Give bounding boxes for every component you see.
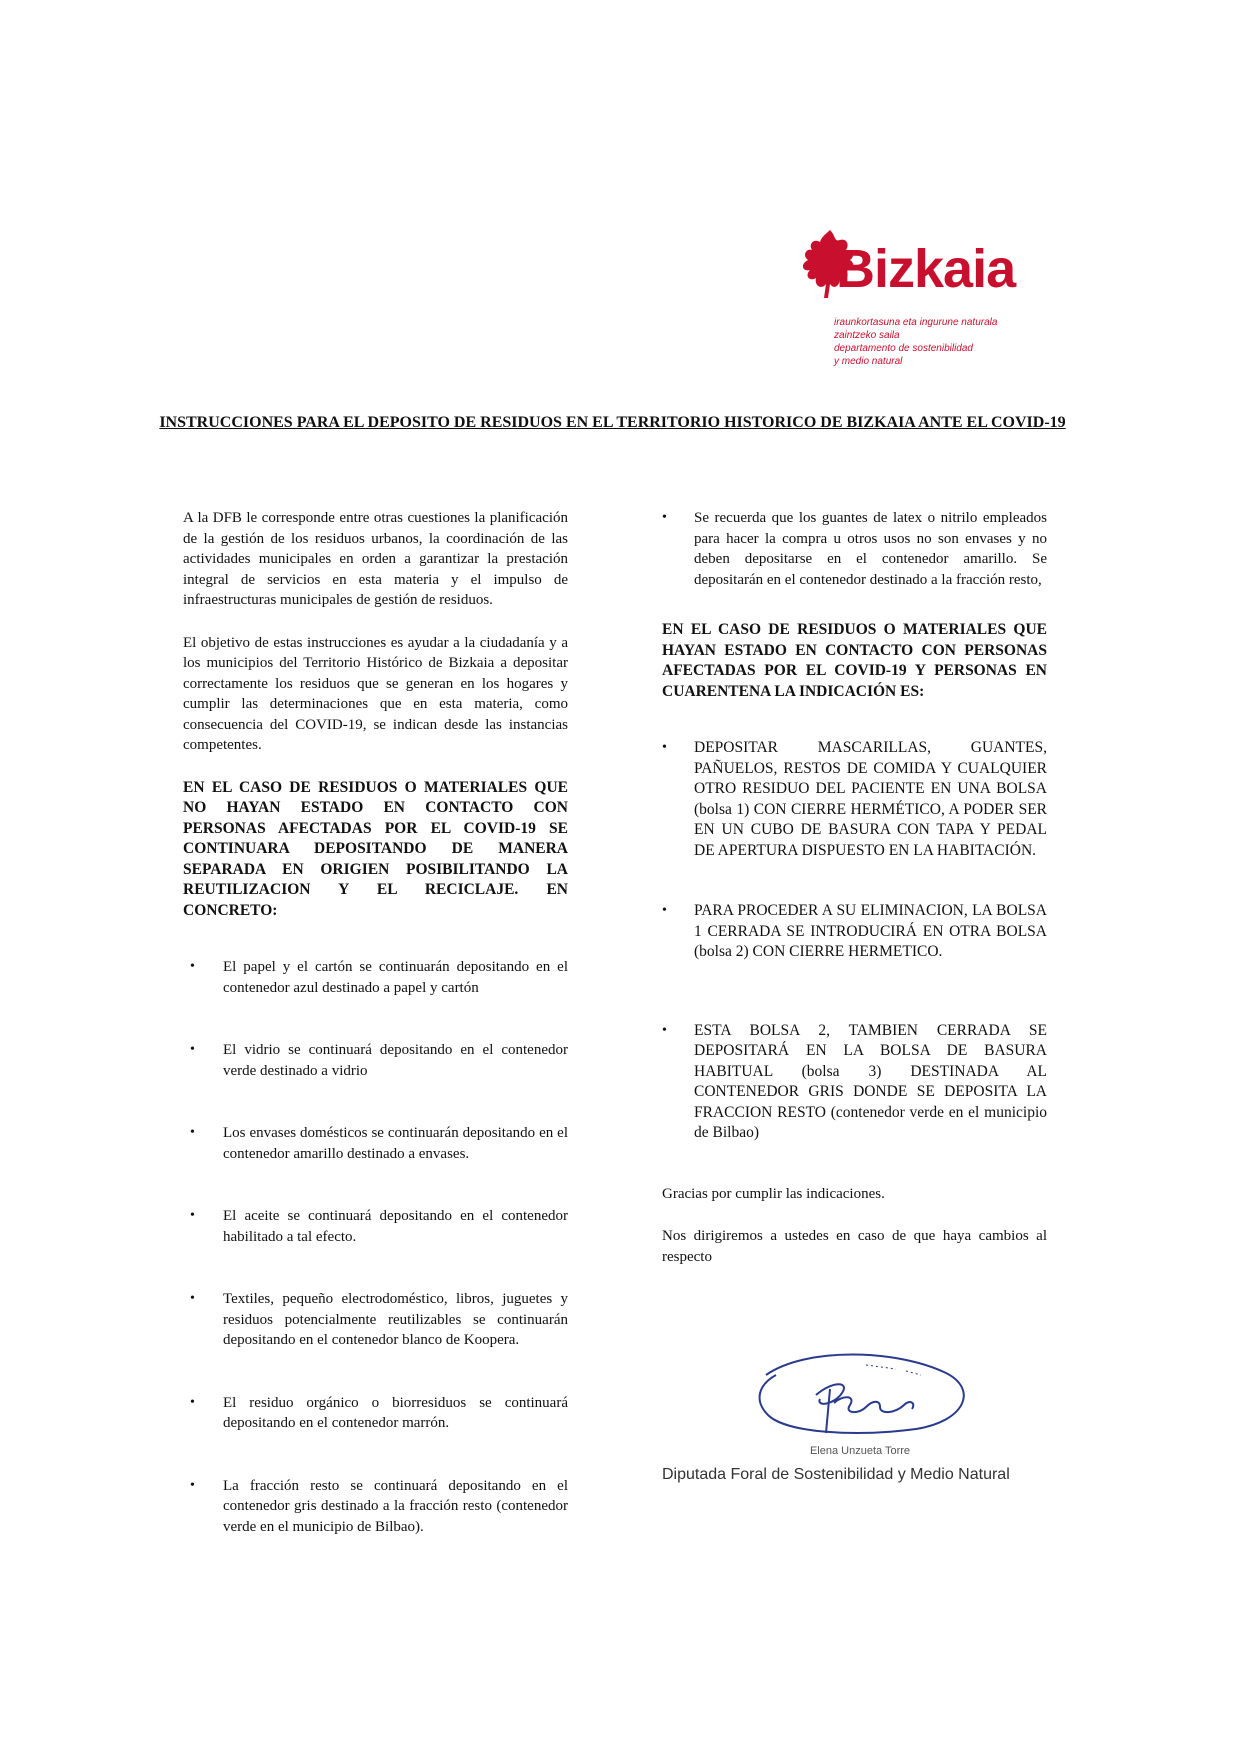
list-item: • Se recuerda que los guantes de latex o nitrilo empleados para hacer la compra u otros usos no son envases y no deben depositarse en el contenedor amarillo. Se depositarán en el contenedor destinado a la fracción resto, <box>662 508 1047 590</box>
list-item: • El vidrio se continuará depositando en el contenedor verde destinado a vidrio <box>183 1040 568 1081</box>
list-item: • El papel y el cartón se continuarán depositando en el contenedor azul destinado a papel y cartón <box>183 957 568 998</box>
non-covid-list <box>183 957 568 1537</box>
signer-role: Diputada Foral de Sostenibilidad y Medio Natural <box>662 1466 1010 1483</box>
covid-heading: EN EL CASO DE RESIDUOS O MATERIALES QUE HAYAN ESTADO EN CONTACTO CON PERSONAS AFECTADAS POR EL COVID-19 Y PERSONAS EN CUARENTENA LA INDICACIÓN ES: <box>662 621 1047 700</box>
list-item: • La fracción resto se continuará depositando en el contenedor gris destinado a la fracción resto (contenedor verde en el municipio de Bilbao). <box>183 1476 568 1538</box>
thanks-text: Gracias por cumplir las indicaciones. <box>662 1185 885 1202</box>
covid-list <box>662 738 1047 1144</box>
department-text: iraunkortasuna eta ingurune naturala zaintzeko saila departamento de sostenibilidad y medio natural <box>834 317 998 367</box>
list-item: • El residuo orgánico o biorresiduos se continuará depositando en el contenedor marrón. <box>183 1393 568 1434</box>
list-item: • DEPOSITAR MASCARILLAS, GUANTES, PAÑUELOS, RESTOS DE COMIDA Y CUALQUIER OTRO RESIDUO DEL PACIENTE EN UNA BOLSA (bolsa 1) CON CIERRE HERMÉTICO, A PODER SER EN UN CUBO DE BASURA CON TAPA Y PEDAL DE APERTURA DISPUESTO EN LA HABITACIÓN. <box>662 738 1047 861</box>
right-column <box>662 508 1047 1289</box>
list-item: • PARA PROCEDER A SU ELIMINACION, LA BOLSA 1 CERRADA SE INTRODUCIRÁ EN OTRA BOLSA (bolsa 2) CON CIERRE HERMETICO. <box>662 901 1047 963</box>
document-title: INSTRUCCIONES PARA EL DEPOSITO DE RESIDUOS EN EL TERRITORIO HISTORICO DE BIZKAIA ANTE EL COVID-19 <box>159 414 1066 431</box>
closing-text: Nos dirigiremos a ustedes en caso de que haya cambios al respecto <box>662 1228 1047 1265</box>
list-item: • Los envases domésticos se continuarán depositando en el contenedor amarillo destinado a envases. <box>183 1123 568 1164</box>
objective-paragraph: El objetivo de estas instrucciones es ayudar a la ciudadanía y a los municipios del Territorio Histórico de Bizkaia a depositar correctamente los residuos que se generan en los hogares y cumplir las determinaciones que en esta materia, como consecuencia del COVID-19, se indican desde las instancias competentes. <box>183 634 568 753</box>
list-item: • El aceite se continuará depositando en el contenedor habilitado a tal efecto. <box>183 1206 568 1247</box>
intro-paragraph: A la DFB le corresponde entre otras cuestiones la planificación de la gestión de los residuos urbanos, la coordinación de las actividades municipales en orden a garantizar la prestación integral de servicios en esta materia y el impulso de infraestructuras municipales de gestión de residuos. <box>183 510 568 608</box>
list-item: • ESTA BOLSA 2, TAMBIEN CERRADA SE DEPOSITARÁ EN LA BOLSA DE BASURA HABITUAL (bolsa 3) DESTINADA AL CONTENEDOR GRIS DONDE SE DEPOSITA LA FRACCION RESTO (contenedor verde en el municipio de Bilbao) <box>662 1021 1047 1144</box>
gloves-list <box>662 508 1047 590</box>
bizkaia-logo <box>800 228 1050 373</box>
brand-name: Bizkaia <box>836 239 1016 299</box>
non-covid-heading: EN EL CASO DE RESIDUOS O MATERIALES QUE NO HAYAN ESTADO EN CONTACTO CON PERSONAS AFECTADAS POR EL COVID-19 SE CONTINUARA DEPOSITANDO DE MANERA SEPARADA EN ORIGIEN POSIBILITANDO LA REUTILIZACION Y EL RECICLAJE. EN CONCRETO: <box>183 778 568 919</box>
signer-name: Elena Unzueta Torre <box>809 1445 911 1457</box>
list-item: • Textiles, pequeño electrodoméstico, libros, juguetes y residuos potencialmente reutilizables se continuarán depositando en el contenedor blanco de Koopera. <box>183 1289 568 1351</box>
left-column <box>183 508 568 1579</box>
handwritten-signature <box>746 1345 996 1455</box>
